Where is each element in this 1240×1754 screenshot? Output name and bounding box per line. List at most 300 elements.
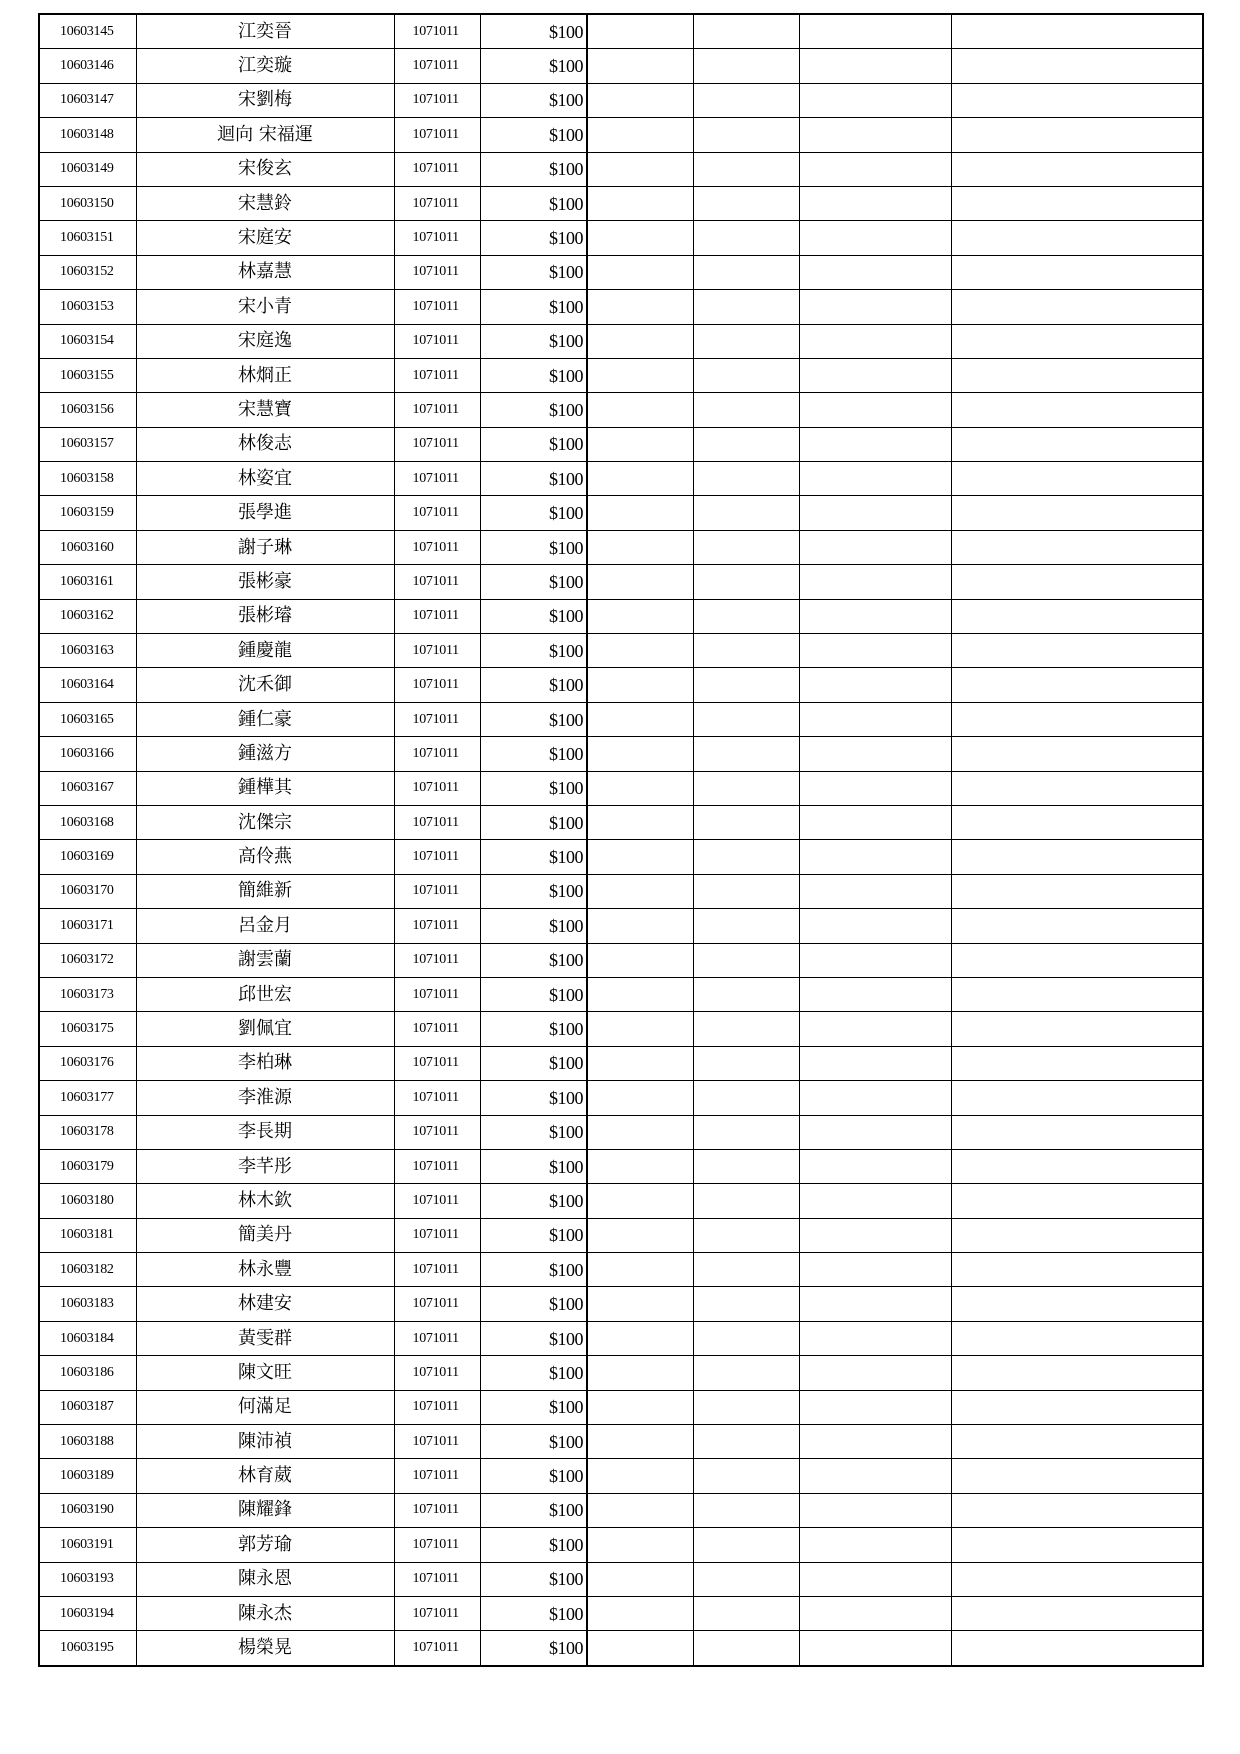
record-id-cell: 10603180 — [39, 1184, 136, 1218]
date-cell: 1071011 — [394, 805, 480, 839]
blank-cell — [693, 1321, 799, 1355]
date-cell: 1071011 — [394, 393, 480, 427]
blank-cell — [799, 1184, 951, 1218]
record-id-cell: 10603159 — [39, 496, 136, 530]
donor-name-cell: 高伶燕 — [136, 840, 394, 874]
blank-cell — [951, 496, 1203, 530]
donation-table — [38, 13, 1204, 1667]
record-id-cell: 10603145 — [39, 14, 136, 49]
blank-cell — [799, 771, 951, 805]
donor-name-cell: 迴向 宋福運 — [136, 118, 394, 152]
date-cell: 1071011 — [394, 14, 480, 49]
blank-cell — [799, 805, 951, 839]
blank-cell — [693, 909, 799, 943]
table-row — [39, 427, 1203, 461]
date-cell: 1071011 — [394, 1081, 480, 1115]
blank-cell — [587, 1081, 693, 1115]
date-cell: 1071011 — [394, 324, 480, 358]
blank-cell — [951, 152, 1203, 186]
blank-cell — [693, 1493, 799, 1527]
blank-cell — [951, 805, 1203, 839]
blank-cell — [799, 1253, 951, 1287]
amount-cell: $100 — [480, 1459, 587, 1493]
donor-name-cell: 謝雲蘭 — [136, 943, 394, 977]
record-id-cell: 10603155 — [39, 358, 136, 392]
blank-cell — [799, 14, 951, 49]
blank-cell — [587, 118, 693, 152]
table-row — [39, 221, 1203, 255]
date-cell: 1071011 — [394, 668, 480, 702]
table-row — [39, 324, 1203, 358]
blank-cell — [799, 462, 951, 496]
record-id-cell: 10603191 — [39, 1528, 136, 1562]
record-id-cell: 10603179 — [39, 1149, 136, 1183]
date-cell: 1071011 — [394, 565, 480, 599]
blank-cell — [951, 1149, 1203, 1183]
blank-cell — [693, 1425, 799, 1459]
blank-cell — [693, 1287, 799, 1321]
amount-cell: $100 — [480, 1321, 587, 1355]
donor-name-cell: 李芊彤 — [136, 1149, 394, 1183]
blank-cell — [799, 565, 951, 599]
blank-cell — [693, 702, 799, 736]
blank-cell — [799, 668, 951, 702]
donor-name-cell: 林俊志 — [136, 427, 394, 461]
table-row — [39, 1459, 1203, 1493]
donor-name-cell: 宋小青 — [136, 290, 394, 324]
table-row — [39, 1493, 1203, 1527]
record-id-cell: 10603182 — [39, 1253, 136, 1287]
amount-cell: $100 — [480, 1149, 587, 1183]
blank-cell — [693, 977, 799, 1011]
blank-cell — [693, 1081, 799, 1115]
blank-cell — [693, 1218, 799, 1252]
donor-name-cell: 張彬豪 — [136, 565, 394, 599]
blank-cell — [951, 943, 1203, 977]
amount-cell: $100 — [480, 805, 587, 839]
blank-cell — [693, 1253, 799, 1287]
blank-cell — [693, 1115, 799, 1149]
donor-name-cell: 楊榮晃 — [136, 1631, 394, 1666]
donor-name-cell: 林育葳 — [136, 1459, 394, 1493]
blank-cell — [799, 702, 951, 736]
blank-cell — [951, 737, 1203, 771]
blank-cell — [587, 634, 693, 668]
blank-cell — [587, 874, 693, 908]
blank-cell — [587, 1493, 693, 1527]
blank-cell — [799, 255, 951, 289]
table-row — [39, 1081, 1203, 1115]
blank-cell — [693, 186, 799, 220]
amount-cell: $100 — [480, 496, 587, 530]
blank-cell — [693, 1528, 799, 1562]
table-row — [39, 1287, 1203, 1321]
blank-cell — [951, 1356, 1203, 1390]
date-cell: 1071011 — [394, 1528, 480, 1562]
date-cell: 1071011 — [394, 255, 480, 289]
blank-cell — [951, 290, 1203, 324]
blank-cell — [951, 874, 1203, 908]
blank-cell — [951, 599, 1203, 633]
blank-cell — [951, 1115, 1203, 1149]
blank-cell — [587, 943, 693, 977]
donor-name-cell: 沈禾御 — [136, 668, 394, 702]
record-id-cell: 10603190 — [39, 1493, 136, 1527]
amount-cell: $100 — [480, 530, 587, 564]
record-id-cell: 10603152 — [39, 255, 136, 289]
record-id-cell: 10603149 — [39, 152, 136, 186]
blank-cell — [951, 118, 1203, 152]
record-id-cell: 10603184 — [39, 1321, 136, 1355]
blank-cell — [951, 427, 1203, 461]
amount-cell: $100 — [480, 1562, 587, 1596]
donor-name-cell: 鍾仁豪 — [136, 702, 394, 736]
blank-cell — [951, 221, 1203, 255]
record-id-cell: 10603172 — [39, 943, 136, 977]
blank-cell — [951, 1596, 1203, 1630]
blank-cell — [693, 118, 799, 152]
date-cell: 1071011 — [394, 358, 480, 392]
blank-cell — [693, 530, 799, 564]
table-row — [39, 668, 1203, 702]
blank-cell — [693, 393, 799, 427]
blank-cell — [951, 840, 1203, 874]
blank-cell — [587, 909, 693, 943]
record-id-cell: 10603161 — [39, 565, 136, 599]
blank-cell — [799, 324, 951, 358]
blank-cell — [951, 1081, 1203, 1115]
donor-name-cell: 李柏琳 — [136, 1046, 394, 1080]
table-row — [39, 255, 1203, 289]
blank-cell — [587, 427, 693, 461]
date-cell: 1071011 — [394, 1012, 480, 1046]
blank-cell — [587, 221, 693, 255]
blank-cell — [587, 1562, 693, 1596]
blank-cell — [693, 840, 799, 874]
date-cell: 1071011 — [394, 186, 480, 220]
blank-cell — [587, 358, 693, 392]
amount-cell: $100 — [480, 83, 587, 117]
blank-cell — [799, 1149, 951, 1183]
table-row — [39, 565, 1203, 599]
date-cell: 1071011 — [394, 1184, 480, 1218]
amount-cell: $100 — [480, 290, 587, 324]
blank-cell — [799, 427, 951, 461]
blank-cell — [693, 599, 799, 633]
amount-cell: $100 — [480, 909, 587, 943]
blank-cell — [951, 1321, 1203, 1355]
record-id-cell: 10603186 — [39, 1356, 136, 1390]
record-id-cell: 10603173 — [39, 977, 136, 1011]
date-cell: 1071011 — [394, 943, 480, 977]
donor-name-cell: 呂金月 — [136, 909, 394, 943]
record-id-cell: 10603163 — [39, 634, 136, 668]
amount-cell: $100 — [480, 255, 587, 289]
table-body — [39, 14, 1203, 1666]
date-cell: 1071011 — [394, 1390, 480, 1424]
donor-name-cell: 陳永恩 — [136, 1562, 394, 1596]
blank-cell — [951, 909, 1203, 943]
blank-cell — [799, 186, 951, 220]
blank-cell — [951, 462, 1203, 496]
donor-name-cell: 宋劉梅 — [136, 83, 394, 117]
blank-cell — [799, 496, 951, 530]
blank-cell — [951, 1253, 1203, 1287]
record-id-cell: 10603175 — [39, 1012, 136, 1046]
table-row — [39, 977, 1203, 1011]
amount-cell: $100 — [480, 565, 587, 599]
blank-cell — [951, 1493, 1203, 1527]
blank-cell — [587, 565, 693, 599]
donor-name-cell: 何滿足 — [136, 1390, 394, 1424]
table-row — [39, 943, 1203, 977]
date-cell: 1071011 — [394, 977, 480, 1011]
table-row — [39, 874, 1203, 908]
donor-name-cell: 簡美丹 — [136, 1218, 394, 1252]
record-id-cell: 10603146 — [39, 49, 136, 83]
amount-cell: $100 — [480, 1493, 587, 1527]
date-cell: 1071011 — [394, 1115, 480, 1149]
amount-cell: $100 — [480, 14, 587, 49]
blank-cell — [693, 290, 799, 324]
blank-cell — [693, 737, 799, 771]
blank-cell — [951, 1562, 1203, 1596]
blank-cell — [587, 393, 693, 427]
donor-name-cell: 宋庭安 — [136, 221, 394, 255]
donor-name-cell: 鍾滋方 — [136, 737, 394, 771]
table-row — [39, 909, 1203, 943]
record-id-cell: 10603181 — [39, 1218, 136, 1252]
date-cell: 1071011 — [394, 427, 480, 461]
record-id-cell: 10603168 — [39, 805, 136, 839]
blank-cell — [587, 462, 693, 496]
blank-cell — [799, 943, 951, 977]
date-cell: 1071011 — [394, 840, 480, 874]
blank-cell — [693, 152, 799, 186]
donor-name-cell: 郭芳瑜 — [136, 1528, 394, 1562]
amount-cell: $100 — [480, 393, 587, 427]
amount-cell: $100 — [480, 49, 587, 83]
donor-name-cell: 江奕璇 — [136, 49, 394, 83]
date-cell: 1071011 — [394, 874, 480, 908]
blank-cell — [693, 1459, 799, 1493]
date-cell: 1071011 — [394, 1356, 480, 1390]
amount-cell: $100 — [480, 771, 587, 805]
record-id-cell: 10603154 — [39, 324, 136, 358]
donor-name-cell: 宋慧鈴 — [136, 186, 394, 220]
blank-cell — [587, 771, 693, 805]
amount-cell: $100 — [480, 462, 587, 496]
table-row — [39, 1562, 1203, 1596]
blank-cell — [587, 1321, 693, 1355]
amount-cell: $100 — [480, 1046, 587, 1080]
blank-cell — [799, 1493, 951, 1527]
date-cell: 1071011 — [394, 290, 480, 324]
blank-cell — [587, 668, 693, 702]
blank-cell — [951, 255, 1203, 289]
blank-cell — [951, 1425, 1203, 1459]
blank-cell — [799, 118, 951, 152]
table-row — [39, 530, 1203, 564]
blank-cell — [693, 496, 799, 530]
table-row — [39, 186, 1203, 220]
date-cell: 1071011 — [394, 599, 480, 633]
amount-cell: $100 — [480, 702, 587, 736]
amount-cell: $100 — [480, 840, 587, 874]
record-id-cell: 10603158 — [39, 462, 136, 496]
blank-cell — [951, 1287, 1203, 1321]
table-row — [39, 1218, 1203, 1252]
record-id-cell: 10603151 — [39, 221, 136, 255]
record-id-cell: 10603165 — [39, 702, 136, 736]
blank-cell — [951, 1046, 1203, 1080]
date-cell: 1071011 — [394, 1631, 480, 1666]
blank-cell — [951, 49, 1203, 83]
blank-cell — [799, 874, 951, 908]
blank-cell — [693, 943, 799, 977]
donor-name-cell: 陳耀鋒 — [136, 1493, 394, 1527]
record-id-cell: 10603156 — [39, 393, 136, 427]
blank-cell — [799, 634, 951, 668]
record-id-cell: 10603183 — [39, 1287, 136, 1321]
blank-cell — [587, 805, 693, 839]
amount-cell: $100 — [480, 1631, 587, 1666]
blank-cell — [693, 1184, 799, 1218]
table-row — [39, 1321, 1203, 1355]
blank-cell — [951, 565, 1203, 599]
date-cell: 1071011 — [394, 83, 480, 117]
blank-cell — [799, 358, 951, 392]
donor-name-cell: 張學進 — [136, 496, 394, 530]
blank-cell — [951, 1184, 1203, 1218]
table-row — [39, 702, 1203, 736]
donor-name-cell: 簡維新 — [136, 874, 394, 908]
blank-cell — [587, 737, 693, 771]
amount-cell: $100 — [480, 1218, 587, 1252]
record-id-cell: 10603189 — [39, 1459, 136, 1493]
blank-cell — [587, 530, 693, 564]
amount-cell: $100 — [480, 1390, 587, 1424]
table-row — [39, 1253, 1203, 1287]
blank-cell — [799, 1287, 951, 1321]
blank-cell — [799, 1459, 951, 1493]
donor-name-cell: 宋俊玄 — [136, 152, 394, 186]
table-row — [39, 83, 1203, 117]
donor-name-cell: 李長期 — [136, 1115, 394, 1149]
blank-cell — [587, 1115, 693, 1149]
blank-cell — [693, 805, 799, 839]
blank-cell — [693, 83, 799, 117]
blank-cell — [799, 737, 951, 771]
record-id-cell: 10603195 — [39, 1631, 136, 1666]
blank-cell — [693, 255, 799, 289]
amount-cell: $100 — [480, 977, 587, 1011]
date-cell: 1071011 — [394, 1218, 480, 1252]
blank-cell — [799, 1218, 951, 1252]
blank-cell — [587, 49, 693, 83]
record-id-cell: 10603171 — [39, 909, 136, 943]
blank-cell — [951, 771, 1203, 805]
table-row — [39, 358, 1203, 392]
blank-cell — [951, 186, 1203, 220]
blank-cell — [587, 1528, 693, 1562]
donor-name-cell: 沈傑宗 — [136, 805, 394, 839]
donor-name-cell: 劉佩宜 — [136, 1012, 394, 1046]
blank-cell — [587, 1631, 693, 1666]
blank-cell — [951, 83, 1203, 117]
table-row — [39, 737, 1203, 771]
amount-cell: $100 — [480, 1356, 587, 1390]
blank-cell — [693, 1356, 799, 1390]
blank-cell — [587, 290, 693, 324]
date-cell: 1071011 — [394, 1321, 480, 1355]
record-id-cell: 10603177 — [39, 1081, 136, 1115]
donor-name-cell: 林永豐 — [136, 1253, 394, 1287]
amount-cell: $100 — [480, 1596, 587, 1630]
record-id-cell: 10603188 — [39, 1425, 136, 1459]
blank-cell — [951, 1390, 1203, 1424]
record-id-cell: 10603167 — [39, 771, 136, 805]
table-row — [39, 1149, 1203, 1183]
blank-cell — [951, 393, 1203, 427]
table-row — [39, 1356, 1203, 1390]
table-row — [39, 1115, 1203, 1149]
blank-cell — [693, 1596, 799, 1630]
table-row — [39, 634, 1203, 668]
date-cell: 1071011 — [394, 909, 480, 943]
date-cell: 1071011 — [394, 1253, 480, 1287]
blank-cell — [693, 49, 799, 83]
table-row — [39, 1631, 1203, 1666]
date-cell: 1071011 — [394, 496, 480, 530]
date-cell: 1071011 — [394, 221, 480, 255]
blank-cell — [799, 290, 951, 324]
record-id-cell: 10603194 — [39, 1596, 136, 1630]
blank-cell — [693, 565, 799, 599]
record-id-cell: 10603169 — [39, 840, 136, 874]
table-row — [39, 1425, 1203, 1459]
blank-cell — [693, 668, 799, 702]
date-cell: 1071011 — [394, 462, 480, 496]
blank-cell — [799, 1356, 951, 1390]
date-cell: 1071011 — [394, 1596, 480, 1630]
blank-cell — [951, 977, 1203, 1011]
blank-cell — [693, 1390, 799, 1424]
amount-cell: $100 — [480, 634, 587, 668]
blank-cell — [587, 255, 693, 289]
blank-cell — [799, 1596, 951, 1630]
donor-name-cell: 張彬璿 — [136, 599, 394, 633]
blank-cell — [587, 840, 693, 874]
blank-cell — [951, 1528, 1203, 1562]
record-id-cell: 10603176 — [39, 1046, 136, 1080]
blank-cell — [951, 1012, 1203, 1046]
blank-cell — [587, 1184, 693, 1218]
record-id-cell: 10603147 — [39, 83, 136, 117]
blank-cell — [951, 530, 1203, 564]
blank-cell — [693, 221, 799, 255]
blank-cell — [799, 599, 951, 633]
date-cell: 1071011 — [394, 49, 480, 83]
blank-cell — [587, 1149, 693, 1183]
amount-cell: $100 — [480, 1425, 587, 1459]
table-row — [39, 118, 1203, 152]
blank-cell — [951, 668, 1203, 702]
blank-cell — [587, 1390, 693, 1424]
blank-cell — [587, 496, 693, 530]
amount-cell: $100 — [480, 1115, 587, 1149]
blank-cell — [587, 1012, 693, 1046]
